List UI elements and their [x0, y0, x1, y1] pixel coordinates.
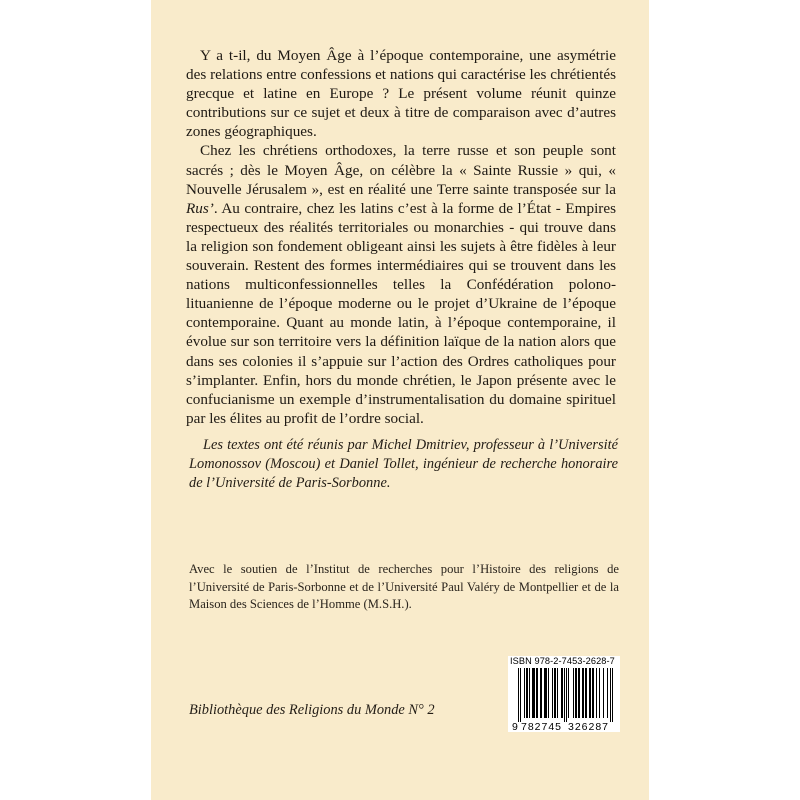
barcode-bar: [532, 668, 535, 718]
barcode-bar: [575, 668, 577, 718]
barcode-bar: [585, 668, 587, 718]
barcode-bar: [518, 668, 519, 722]
barcode-bar: [554, 668, 556, 718]
barcode-bar: [540, 668, 542, 718]
barcode-bar: [610, 668, 611, 722]
barcode-bar: [582, 668, 584, 718]
barcode-bar: [544, 668, 547, 718]
barcode-bar: [599, 668, 600, 718]
blurb-paragraph-2: [186, 141, 616, 427]
rus-word: Rus’: [186, 199, 214, 217]
editors-note: Les textes ont été réunis par Michel Dmitriev, professeur à l’Université Lomonossov (Moscou) et Daniel Tollet, ingénieur de recherche honoraire de l’Université de Paris-Sorbonne.: [189, 437, 618, 492]
barcode-bar: [596, 668, 597, 718]
blurb-paragraph-2-end: . Au contraire, chez les latins c’est à la forme de l’État - Empires respectueux des réalités territoriales ou monarchies - qui trouve dans la religion son fondement obligeant ainsi les sujets à être fidèles à leur souverain. Restent des formes intermédiaires qui se trouvent dans les nations multiconfessionnelles telles la Confédération polono-lituanienne de l’époque moderne ou le projet d’Ukraine de l’époque contemporaine. Quant au monde latin, à l’époque contemporaine, il évolue sur son territoire vers la définition laïque de la nation alors que dans ses colonies il s’appuie sur l’action des Ordres catholiques pour s’implanter. Enfin, hors du monde chrétien, le Japon présente avec le confucianisme un exemple d’instrumentalisation du domaine spirituel par les élites au profit de l’ordre social.: [186, 199, 616, 427]
isbn-label: ISBN 978-2-7453-2628-7: [510, 656, 615, 666]
barcode-bar: [573, 668, 574, 718]
blurb-paragraph-2-start: Chez les chrétiens orthodoxes, la terre russe et son peuple sont sacrés ; dès le Moyen Âge, on célèbre la « Sainte Russie » qui, « Nouvelle Jérusalem », est en réalité une Terre sainte transposée sur la: [186, 142, 616, 198]
isbn-barcode-block: [508, 656, 620, 732]
barcode-bar: [589, 668, 591, 718]
barcode-bar: [578, 668, 580, 718]
barcode-bar: [526, 668, 528, 718]
barcode-left-digits: 782745: [521, 721, 561, 732]
barcode-bars: [518, 668, 613, 722]
barcode-bar: [561, 668, 563, 718]
barcode-right-digits: 326287: [568, 721, 608, 732]
barcode-bar: [548, 668, 549, 718]
barcode-bar: [592, 668, 594, 718]
barcode-first-digit: 9: [512, 721, 518, 732]
barcode-bar: [552, 668, 553, 718]
barcode: [508, 668, 620, 732]
blurb-text: [186, 46, 616, 428]
barcode-bar: [564, 668, 565, 722]
barcode-bar: [566, 668, 567, 722]
barcode-bar: [557, 668, 558, 718]
barcode-bar: [568, 668, 569, 718]
barcode-bar: [607, 668, 608, 718]
barcode-bar: [603, 668, 604, 718]
barcode-bar: [529, 668, 530, 718]
barcode-bar: [612, 668, 613, 722]
blurb-paragraph-1: Y a t-il, du Moyen Âge à l’époque contemporaine, une asymétrie des relations entre confessions et nations qui caractérise les chrétientés grecque et latine en Europe ? Le présent volume réunit quinze contributions sur ce sujet et deux à titre de comparaison avec d’autres zones géographiques.: [186, 47, 616, 141]
support-note: Avec le soutien de l’Institut de recherches pour l’Histoire des religions de l’Université de Paris-Sorbonne et de l’Université Paul Valéry de Montpellier et de la Maison des Sciences de l’Homme (M.S.H.).: [189, 562, 619, 611]
series-title: Bibliothèque des Religions du Monde N° 2: [189, 702, 435, 718]
barcode-bar: [520, 668, 521, 722]
barcode-bar: [536, 668, 538, 718]
barcode-bar: [524, 668, 525, 718]
